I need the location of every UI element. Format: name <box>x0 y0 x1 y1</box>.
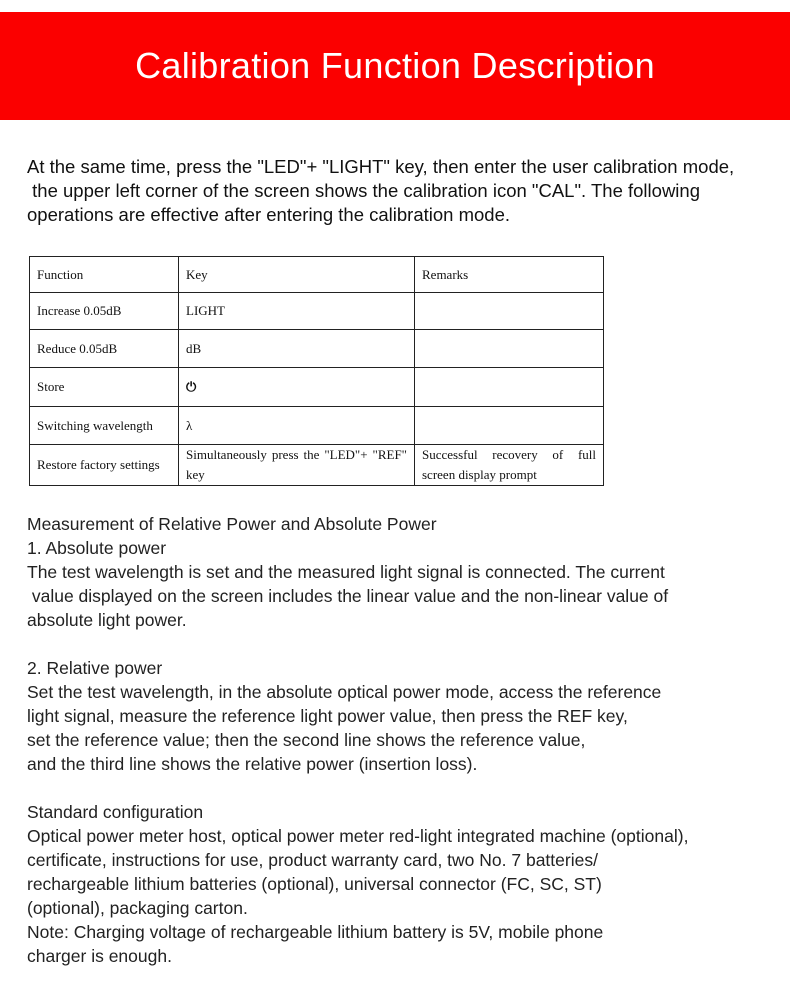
lambda-icon: λ <box>179 407 415 445</box>
remarks-cell <box>415 368 604 407</box>
body-line: 2. Relative power <box>27 658 163 678</box>
body-line <box>27 776 688 800</box>
body-line: Standard configuration <box>27 802 204 822</box>
body-line: Optical power meter host, optical power meter red-light integrated machine (optional), <box>27 826 689 846</box>
key-cell: dB <box>179 330 415 368</box>
body-line <box>27 632 688 656</box>
table-row <box>30 368 604 407</box>
key-cell: Simultaneously press the "LED"+ "REF" key <box>179 445 415 486</box>
body-line: light signal, measure the reference light power value, then press the REF key, <box>27 706 628 726</box>
function-cell: Store <box>30 368 179 407</box>
body-line: charger is enough. <box>27 946 172 966</box>
function-cell: Reduce 0.05dB <box>30 330 179 368</box>
calibration-table <box>29 256 604 486</box>
body-line: value displayed on the screen includes the linear value and the non-linear value of <box>27 586 669 606</box>
power-icon: ⏻ <box>179 368 415 407</box>
table-row <box>30 330 604 368</box>
remarks-cell <box>415 293 604 330</box>
function-cell: Restore factory settings <box>30 445 179 486</box>
body-line: 1. Absolute power <box>27 538 167 558</box>
body-line: (optional), packaging carton. <box>27 898 248 918</box>
header-cell: Key <box>179 257 415 293</box>
body-line: absolute light power. <box>27 610 187 630</box>
remarks-cell <box>415 330 604 368</box>
function-cell: Increase 0.05dB <box>30 293 179 330</box>
page-title: Calibration Function Description <box>135 45 655 86</box>
body-line: Set the test wavelength, in the absolute optical power mode, access the reference <box>27 682 662 702</box>
remarks-cell <box>415 407 604 445</box>
intro-line: operations are effective after entering the calibration mode. <box>27 204 511 225</box>
intro-paragraph <box>27 155 734 227</box>
intro-line: At the same time, press the "LED"+ "LIGHT" key, then enter the user calibration mode, <box>27 156 735 177</box>
function-cell: Switching wavelength <box>30 407 179 445</box>
body-line: certificate, instructions for use, product warranty card, two No. 7 batteries/ <box>27 850 598 870</box>
key-cell: LIGHT <box>179 293 415 330</box>
body-line: set the reference value; then the second line shows the reference value, <box>27 730 586 750</box>
body-line: rechargeable lithium batteries (optional), universal connector (FC, SC, ST) <box>27 874 602 894</box>
header-cell: Remarks <box>415 257 604 293</box>
table-row <box>30 407 604 445</box>
body-text <box>27 512 688 968</box>
title-banner <box>0 12 790 120</box>
body-line: and the third line shows the relative power (insertion loss). <box>27 754 478 774</box>
body-line: The test wavelength is set and the measured light signal is connected. The current <box>27 562 665 582</box>
remarks-cell: Successful recovery of full screen display prompt <box>415 445 604 486</box>
table-row <box>30 445 604 486</box>
header-cell: Function <box>30 257 179 293</box>
body-line: Note: Charging voltage of rechargeable lithium battery is 5V, mobile phone <box>27 922 604 942</box>
intro-line: the upper left corner of the screen shows the calibration icon "CAL". The following <box>27 180 700 201</box>
table-row <box>30 293 604 330</box>
table-header-row <box>30 257 604 293</box>
body-line: Measurement of Relative Power and Absolute Power <box>27 514 437 534</box>
